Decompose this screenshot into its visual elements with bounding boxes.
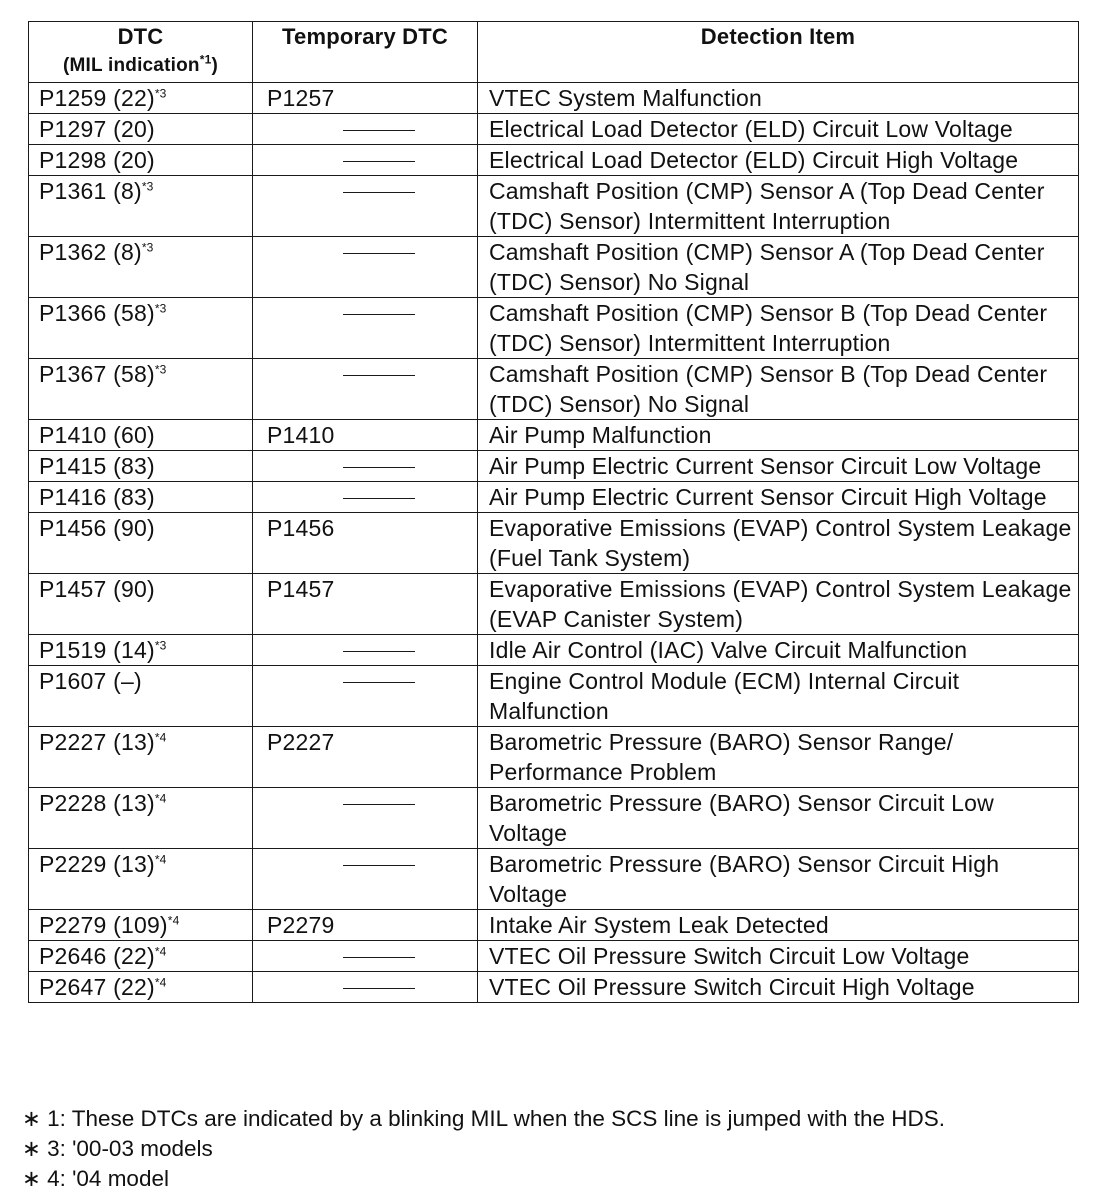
dtc-code: P1519 (14) [39,637,155,663]
temporary-dtc-code: P1257 [267,85,335,111]
dtc-cell [29,298,253,359]
dtc-cell [29,420,253,451]
detection-item-cell: VTEC Oil Pressure Switch Circuit Low Voltage [478,941,1079,972]
detection-item-cell: Barometric Pressure (BARO) Sensor Range/ Performance Problem [478,727,1079,788]
temporary-dtc-cell [253,574,478,635]
detection-item-cell: Camshaft Position (CMP) Sensor B (Top Dead Center (TDC) Sensor) No Signal [478,359,1079,420]
not-applicable-dash [343,375,415,376]
table-row [29,237,1079,298]
table-row [29,420,1079,451]
dtc-cell [29,237,253,298]
table-row [29,513,1079,574]
dtc-code: P1457 (90) [39,576,155,602]
table-row [29,145,1079,176]
detection-item-cell: Barometric Pressure (BARO) Sensor Circuit Low Voltage [478,788,1079,849]
dtc-cell [29,176,253,237]
dtc-cell [29,574,253,635]
detection-item-cell: Evaporative Emissions (EVAP) Control System Leakage (EVAP Canister System) [478,574,1079,635]
dtc-cell [29,451,253,482]
not-applicable-dash [343,957,415,958]
table-row [29,910,1079,941]
dtc-code: P1607 (–) [39,668,142,694]
temporary-dtc-cell [253,298,478,359]
temporary-dtc-cell [253,83,478,114]
detection-item-cell: Air Pump Electric Current Sensor Circuit High Voltage [478,482,1079,513]
table-row [29,941,1079,972]
table-row [29,359,1079,420]
table-row [29,666,1079,727]
dtc-cell [29,941,253,972]
temporary-dtc-cell [253,972,478,1003]
detection-item-cell: Barometric Pressure (BARO) Sensor Circuit High Voltage [478,849,1079,910]
dtc-code: P1416 (83) [39,484,155,510]
not-applicable-dash [343,192,415,193]
table-row [29,727,1079,788]
detection-item-cell: Camshaft Position (CMP) Sensor A (Top Dead Center (TDC) Sensor) Intermittent Interruption [478,176,1079,237]
dtc-code: P1298 (20) [39,147,155,173]
dtc-footnote-ref: *3 [154,638,167,653]
not-applicable-dash [343,651,415,652]
not-applicable-dash [343,804,415,805]
temporary-dtc-cell [253,635,478,666]
dtc-code: P1297 (20) [39,116,155,142]
header-temporary-dtc: Temporary DTC [253,22,478,83]
detection-item-cell: VTEC System Malfunction [478,83,1079,114]
table-row [29,635,1079,666]
header-dtc [29,22,253,83]
dtc-cell [29,513,253,574]
detection-item-cell: Idle Air Control (IAC) Valve Circuit Malfunction [478,635,1079,666]
temporary-dtc-code: P1410 [267,422,335,448]
dtc-footnote-ref: *3 [141,240,154,255]
table-row [29,83,1079,114]
dtc-code: P2229 (13) [39,851,155,877]
dtc-footnote-ref: *3 [154,86,167,101]
table-row [29,176,1079,237]
not-applicable-dash [343,161,415,162]
dtc-table-body [29,83,1079,1003]
dtc-code: P2647 (22) [39,974,155,1000]
table-row [29,451,1079,482]
dtc-table [28,21,1079,1003]
not-applicable-dash [343,314,415,315]
detection-item-cell: Camshaft Position (CMP) Sensor B (Top Dead Center (TDC) Sensor) Intermittent Interruption [478,298,1079,359]
detection-item-cell: Air Pump Electric Current Sensor Circuit Low Voltage [478,451,1079,482]
temporary-dtc-cell [253,114,478,145]
header-mil-label: (MIL indication [63,55,200,76]
dtc-cell [29,727,253,788]
table-row [29,298,1079,359]
dtc-code: P1410 (60) [39,422,155,448]
temporary-dtc-cell [253,727,478,788]
table-row [29,972,1079,1003]
not-applicable-dash [343,988,415,989]
table-header-row [29,22,1079,83]
not-applicable-dash [343,130,415,131]
temporary-dtc-cell [253,849,478,910]
dtc-footnote-ref: *4 [154,730,167,745]
detection-item-cell: VTEC Oil Pressure Switch Circuit High Voltage [478,972,1079,1003]
not-applicable-dash [343,467,415,468]
detection-item-cell: Intake Air System Leak Detected [478,910,1079,941]
detection-item-cell: Electrical Load Detector (ELD) Circuit Low Voltage [478,114,1079,145]
dtc-code: P1456 (90) [39,515,155,541]
header-dtc-title: DTC [117,24,164,49]
dtc-footnote-ref: *4 [154,852,167,867]
temporary-dtc-cell [253,451,478,482]
temporary-dtc-cell [253,237,478,298]
dtc-code: P1362 (8) [39,239,142,265]
not-applicable-dash [343,498,415,499]
dtc-footnote-ref: *3 [154,362,167,377]
temporary-dtc-code: P1457 [267,576,335,602]
footnote-1: ∗ 1: These DTCs are indicated by a blinking MIL when the SCS line is jumped with the HDS. [22,1106,946,1131]
dtc-footnote-ref: *3 [141,179,154,194]
header-mil-close: ) [211,55,218,76]
temporary-dtc-cell [253,666,478,727]
dtc-cell [29,114,253,145]
not-applicable-dash [343,682,415,683]
dtc-code: P2279 (109) [39,912,168,938]
temporary-dtc-cell [253,145,478,176]
dtc-footnote-ref: *4 [167,913,180,928]
footnote-3: ∗ 3: '00-03 models [22,1136,213,1161]
header-mil-indication [29,51,252,80]
table-row [29,788,1079,849]
dtc-footnote-ref: *4 [154,791,167,806]
header-mil-footnote-ref: *1 [199,52,212,67]
temporary-dtc-cell [253,941,478,972]
dtc-cell [29,145,253,176]
header-detection-item: Detection Item [478,22,1079,83]
temporary-dtc-cell [253,513,478,574]
dtc-cell [29,849,253,910]
dtc-cell [29,788,253,849]
detection-item-cell: Electrical Load Detector (ELD) Circuit High Voltage [478,145,1079,176]
dtc-code: P2228 (13) [39,790,155,816]
dtc-cell [29,83,253,114]
not-applicable-dash [343,253,415,254]
temporary-dtc-cell [253,788,478,849]
dtc-cell [29,666,253,727]
table-row [29,849,1079,910]
detection-item-cell: Engine Control Module (ECM) Internal Circuit Malfunction [478,666,1079,727]
not-applicable-dash [343,865,415,866]
dtc-footnote-ref: *4 [154,975,167,990]
detection-item-cell: Evaporative Emissions (EVAP) Control System Leakage (Fuel Tank System) [478,513,1079,574]
dtc-cell [29,972,253,1003]
temporary-dtc-cell [253,482,478,513]
dtc-footnote-ref: *4 [154,944,167,959]
temporary-dtc-code: P1456 [267,515,335,541]
dtc-footnote-ref: *3 [154,301,167,316]
dtc-code: P2646 (22) [39,943,155,969]
dtc-cell [29,910,253,941]
table-row [29,482,1079,513]
footnotes [22,1104,945,1194]
temporary-dtc-code: P2227 [267,729,335,755]
temporary-dtc-cell [253,420,478,451]
dtc-cell [29,635,253,666]
dtc-code: P1366 (58) [39,300,155,326]
table-row [29,114,1079,145]
dtc-code: P2227 (13) [39,729,155,755]
temporary-dtc-cell [253,910,478,941]
dtc-code: P1367 (58) [39,361,155,387]
detection-item-cell: Air Pump Malfunction [478,420,1079,451]
temporary-dtc-cell [253,176,478,237]
detection-item-cell: Camshaft Position (CMP) Sensor A (Top Dead Center (TDC) Sensor) No Signal [478,237,1079,298]
temporary-dtc-cell [253,359,478,420]
dtc-cell [29,359,253,420]
footnote-4: ∗ 4: '04 model [22,1166,169,1191]
dtc-code: P1415 (83) [39,453,155,479]
table-row [29,574,1079,635]
dtc-cell [29,482,253,513]
dtc-code: P1361 (8) [39,178,142,204]
dtc-code: P1259 (22) [39,85,155,111]
temporary-dtc-code: P2279 [267,912,335,938]
